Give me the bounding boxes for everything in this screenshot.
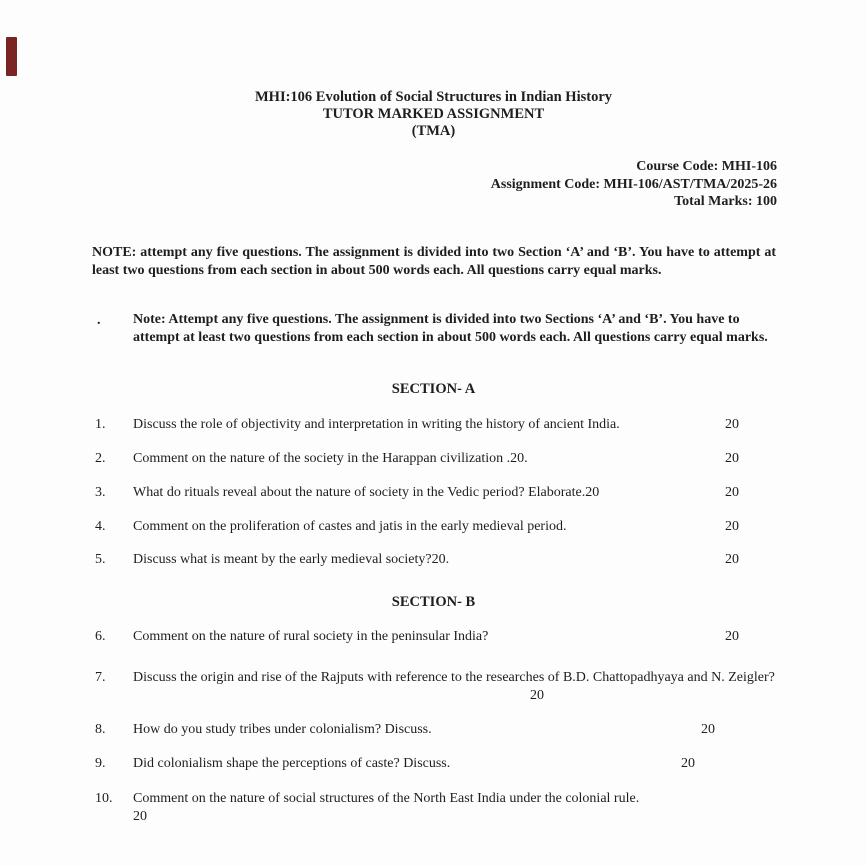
document-title-block: [0, 89, 867, 140]
course-title: MHI:106 Evolution of Social Structures in Indian History: [254, 89, 613, 105]
question-text: Discuss the role of objectivity and interpretation in writing the history of ancient India.: [133, 417, 620, 432]
question-marks: 20: [133, 809, 147, 824]
question-marks: 20: [725, 417, 739, 432]
assignment-code: Assignment Code: MHI-106/AST/TMA/2025-26: [490, 176, 777, 192]
question-number: 2.: [95, 451, 106, 466]
question-text: Discuss what is meant by the early medieval society?20.: [133, 552, 450, 567]
question-marks: 20: [725, 629, 739, 644]
section-a-heading: SECTION- A: [391, 381, 476, 397]
tma-abbreviation: (TMA): [411, 123, 456, 139]
question-number: 3.: [95, 485, 106, 500]
question-number: 5.: [95, 552, 106, 567]
red-bookmark-artifact: [6, 37, 17, 76]
question-text: Comment on the nature of the society in the Harappan civilization .20.: [133, 451, 528, 466]
question-text: Comment on the proliferation of castes and jatis in the early medieval period.: [133, 519, 567, 534]
question-marks: 20: [530, 688, 544, 703]
note-bullet: .: [97, 313, 101, 328]
question-text: What do rituals reveal about the nature of society in the Vedic period? Elaborate.20: [133, 485, 600, 500]
total-marks: Total Marks: 100: [674, 194, 777, 209]
main-note: NOTE: attempt any five questions. The assignment is divided into two Section ‘A’ and ‘B’. You have to attempt at least two questions from each section in about 500 words each. All questions carry equal marks.: [92, 245, 776, 278]
question-text: How do you study tribes under colonialism? Discuss.: [133, 722, 432, 737]
question-number: 10.: [95, 791, 113, 806]
question-marks: 20: [681, 756, 695, 771]
question-marks: 20: [725, 519, 739, 534]
question-text: Discuss the origin and rise of the Rajputs with reference to the researches of B.D. Chattopadhyaya and N. Zeigler?: [133, 670, 775, 685]
assignment-type-title: TUTOR MARKED ASSIGNMENT: [322, 106, 545, 122]
question-text: Comment on the nature of social structures of the North East India under the colonial rule.: [133, 791, 640, 806]
question-text: Comment on the nature of rural society in the peninsular India?: [133, 629, 489, 644]
codes-block: [491, 158, 777, 211]
question-number: 9.: [95, 756, 106, 771]
question-number: 1.: [95, 417, 106, 432]
question-number: 6.: [95, 629, 106, 644]
secondary-note-text: Note: Attempt any five questions. The assignment is divided into two Sections ‘A’ and ‘B’. You have to attempt at least two questions from each section in about 500 words each. All questions carry equal marks.: [133, 312, 768, 345]
question-marks: 20: [725, 451, 739, 466]
question-number: 8.: [95, 722, 106, 737]
question-marks: 20: [725, 485, 739, 500]
question-text: Did colonialism shape the perceptions of caste? Discuss.: [133, 756, 451, 771]
question-marks: 20: [725, 552, 739, 567]
question-number: 7.: [95, 670, 106, 685]
question-number: 4.: [95, 519, 106, 534]
section-b-heading: SECTION- B: [391, 594, 476, 610]
course-code: Course Code: MHI-106: [636, 159, 777, 174]
question-marks: 20: [701, 722, 715, 737]
